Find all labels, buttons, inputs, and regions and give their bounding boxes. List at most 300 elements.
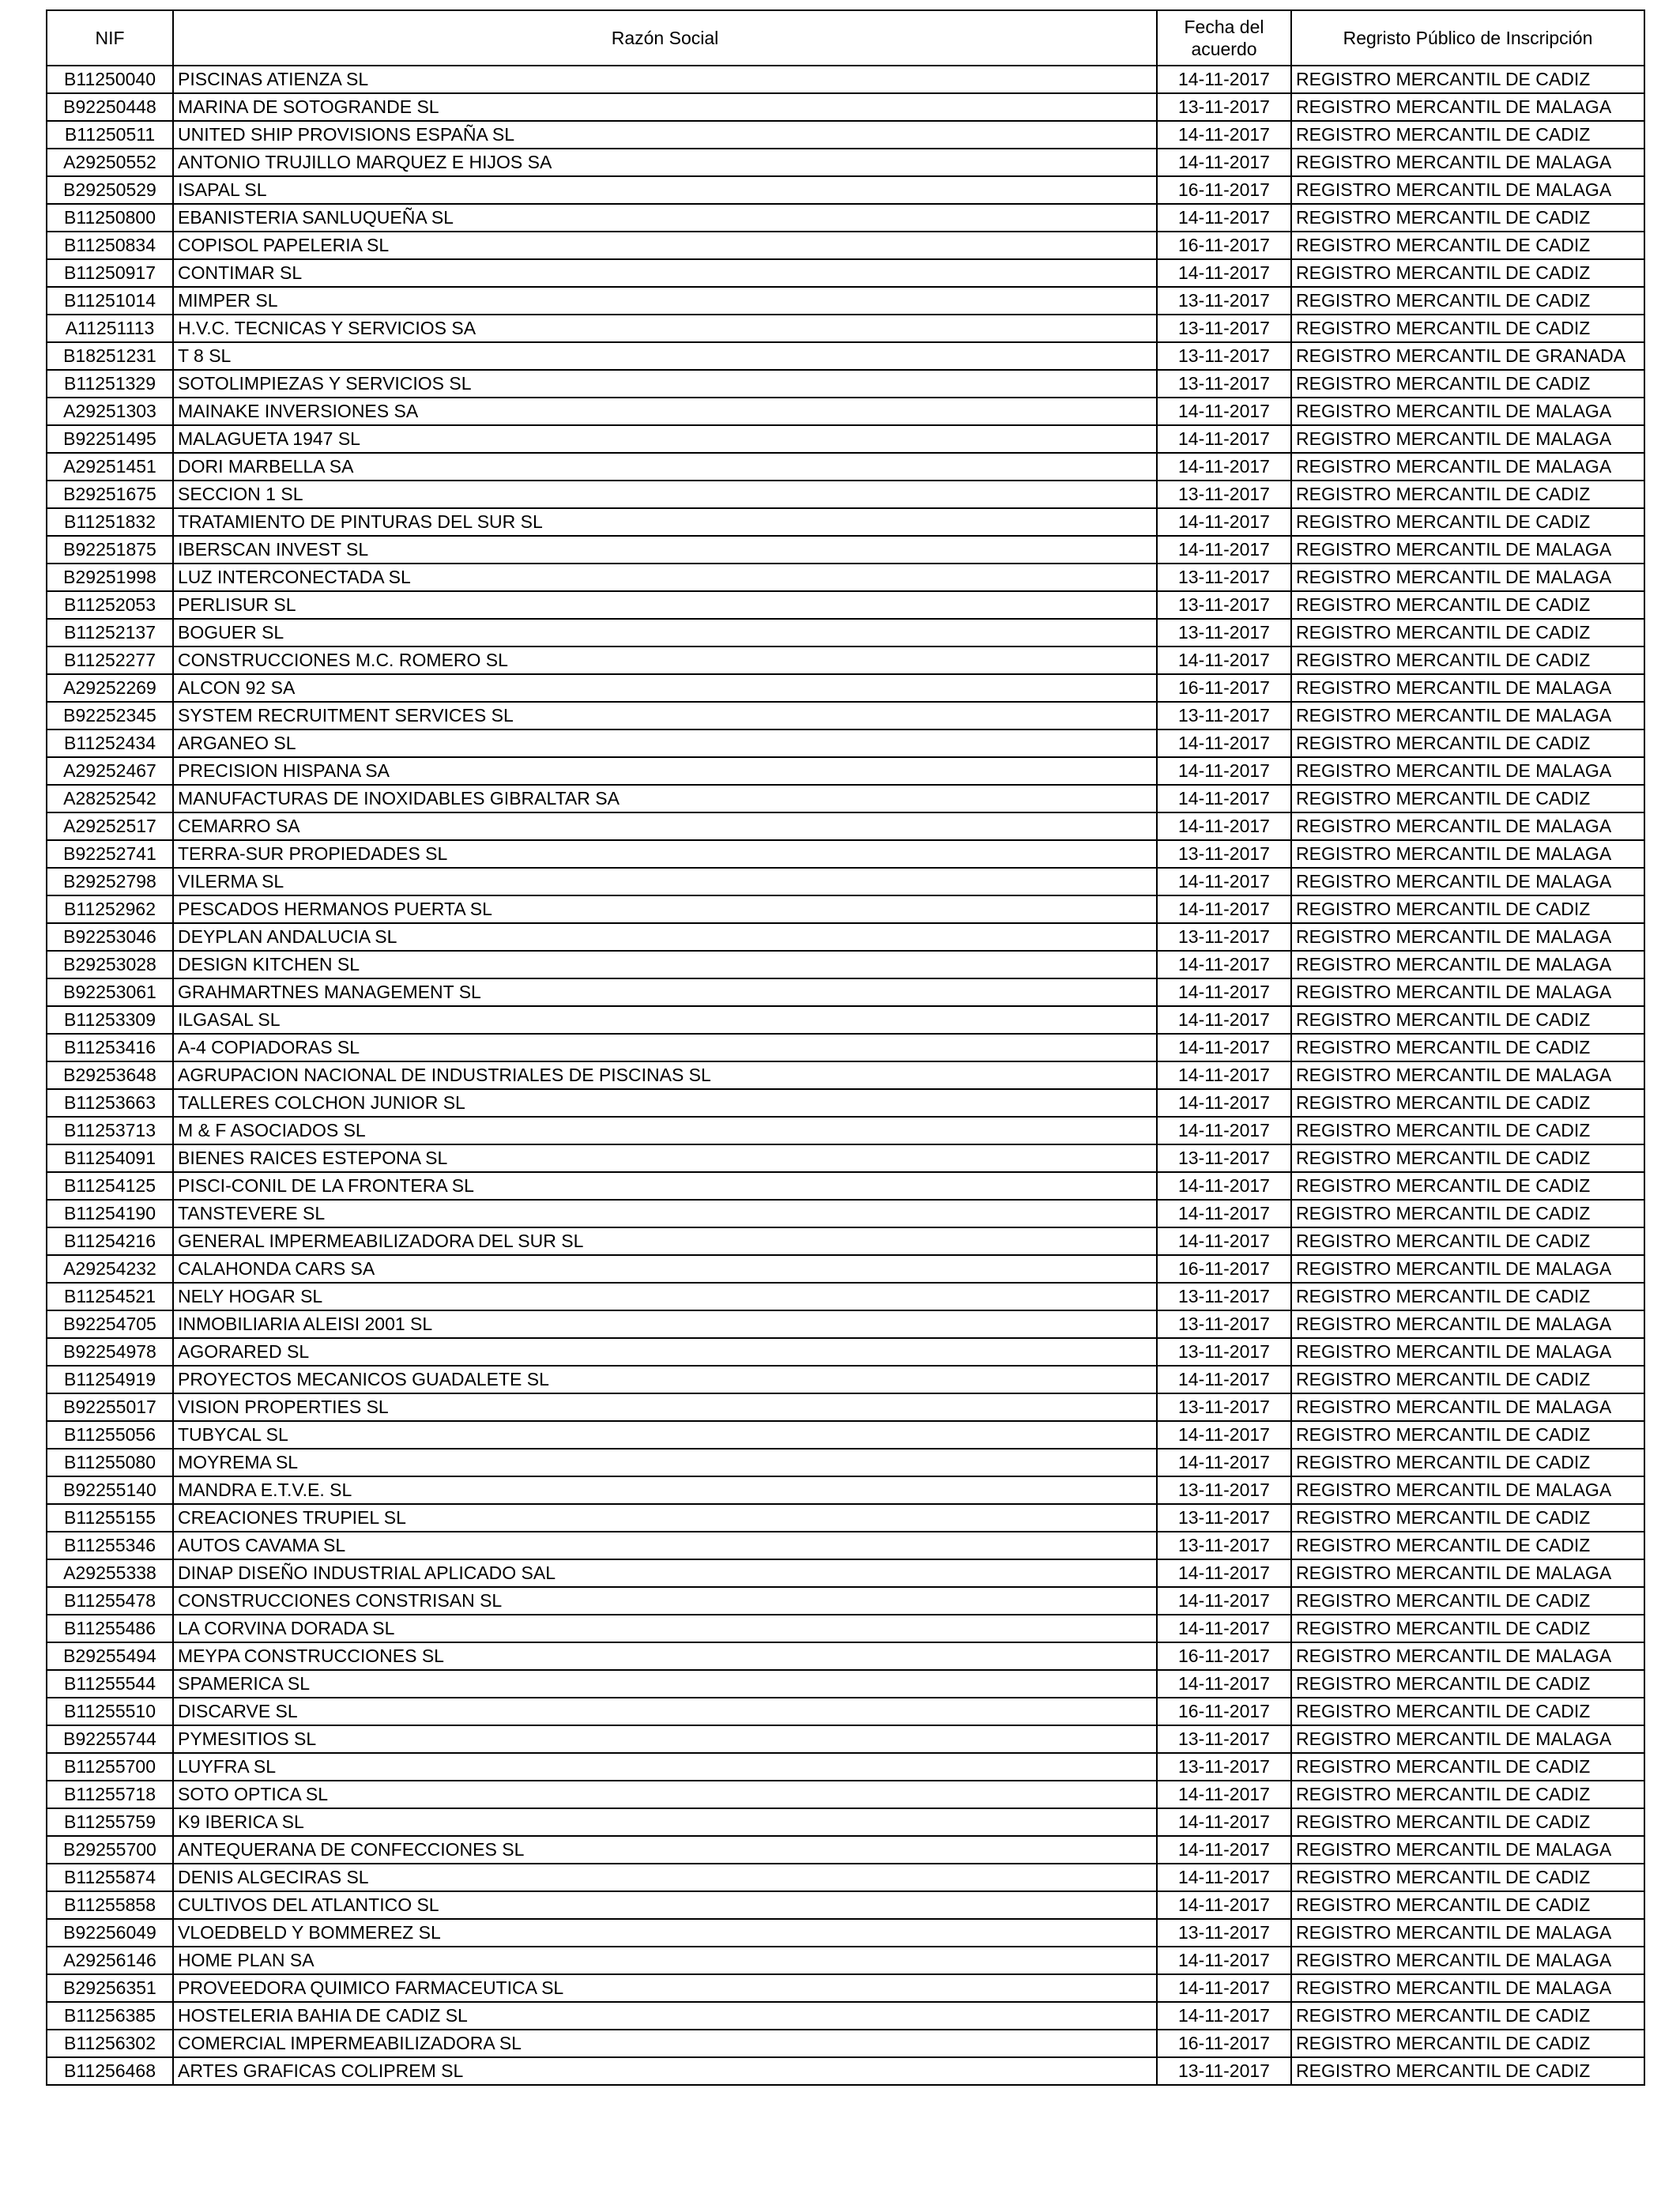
cell-nif: B92256049 xyxy=(47,1919,173,1947)
cell-razon-social: SYSTEM RECRUITMENT SERVICES SL xyxy=(173,702,1157,729)
cell-razon-social: SOTO OPTICA SL xyxy=(173,1781,1157,1808)
company-registry-table xyxy=(46,9,1645,2086)
cell-razon-social: BOGUER SL xyxy=(173,619,1157,647)
cell-razon-social: AGRUPACION NACIONAL DE INDUSTRIALES DE PISCINAS SL xyxy=(173,1061,1157,1089)
cell-registro: REGISTRO MERCANTIL DE CADIZ xyxy=(1291,2002,1644,2030)
cell-registro: REGISTRO MERCANTIL DE CADIZ xyxy=(1291,1227,1644,1255)
cell-nif: A29255338 xyxy=(47,1559,173,1587)
cell-nif: B92253061 xyxy=(47,978,173,1006)
cell-registro: REGISTRO MERCANTIL DE CADIZ xyxy=(1291,1006,1644,1034)
table-row xyxy=(47,2002,1644,2030)
cell-registro: REGISTRO MERCANTIL DE MALAGA xyxy=(1291,1476,1644,1504)
cell-nif: B11252137 xyxy=(47,619,173,647)
cell-nif: B29251675 xyxy=(47,481,173,508)
cell-registro: REGISTRO MERCANTIL DE CADIZ xyxy=(1291,1117,1644,1144)
table-body xyxy=(47,66,1644,2085)
cell-razon-social: LUZ INTERCONECTADA SL xyxy=(173,564,1157,591)
cell-fecha: 13-11-2017 xyxy=(1157,619,1291,647)
cell-fecha: 13-11-2017 xyxy=(1157,287,1291,315)
cell-razon-social: PRECISION HISPANA SA xyxy=(173,757,1157,785)
table-row xyxy=(47,508,1644,536)
table-row xyxy=(47,1698,1644,1725)
cell-fecha: 14-11-2017 xyxy=(1157,204,1291,232)
cell-razon-social: VISION PROPERTIES SL xyxy=(173,1393,1157,1421)
cell-fecha: 14-11-2017 xyxy=(1157,895,1291,923)
cell-fecha: 14-11-2017 xyxy=(1157,978,1291,1006)
cell-fecha: 16-11-2017 xyxy=(1157,176,1291,204)
cell-nif: A29251303 xyxy=(47,398,173,425)
table-row xyxy=(47,1670,1644,1698)
cell-nif: B11253416 xyxy=(47,1034,173,1061)
cell-fecha: 13-11-2017 xyxy=(1157,1504,1291,1532)
cell-razon-social: SECCION 1 SL xyxy=(173,481,1157,508)
cell-registro: REGISTRO MERCANTIL DE CADIZ xyxy=(1291,1421,1644,1449)
cell-fecha: 16-11-2017 xyxy=(1157,2030,1291,2057)
cell-registro: REGISTRO MERCANTIL DE CADIZ xyxy=(1291,1366,1644,1393)
cell-nif: B92254978 xyxy=(47,1338,173,1366)
cell-nif: B11250800 xyxy=(47,204,173,232)
cell-fecha: 14-11-2017 xyxy=(1157,1670,1291,1698)
cell-nif: B11250834 xyxy=(47,232,173,259)
table-row xyxy=(47,1836,1644,1864)
table-header xyxy=(47,10,1644,66)
cell-fecha: 14-11-2017 xyxy=(1157,1421,1291,1449)
cell-nif: B11255858 xyxy=(47,1891,173,1919)
cell-nif: B11256385 xyxy=(47,2002,173,2030)
table-row xyxy=(47,785,1644,812)
cell-nif: B11255080 xyxy=(47,1449,173,1476)
cell-razon-social: MAINAKE INVERSIONES SA xyxy=(173,398,1157,425)
cell-nif: B92250448 xyxy=(47,93,173,121)
table-row xyxy=(47,93,1644,121)
cell-registro: REGISTRO MERCANTIL DE MALAGA xyxy=(1291,1338,1644,1366)
table-row xyxy=(47,232,1644,259)
cell-registro: REGISTRO MERCANTIL DE CADIZ xyxy=(1291,2057,1644,2085)
cell-fecha: 13-11-2017 xyxy=(1157,840,1291,868)
cell-fecha: 13-11-2017 xyxy=(1157,564,1291,591)
table-row xyxy=(47,729,1644,757)
cell-nif: A29251451 xyxy=(47,453,173,481)
cell-registro: REGISTRO MERCANTIL DE CADIZ xyxy=(1291,895,1644,923)
cell-registro: REGISTRO MERCANTIL DE CADIZ xyxy=(1291,1283,1644,1310)
cell-registro: REGISTRO MERCANTIL DE CADIZ xyxy=(1291,1172,1644,1200)
cell-registro: REGISTRO MERCANTIL DE MALAGA xyxy=(1291,951,1644,978)
cell-razon-social: ALCON 92 SA xyxy=(173,674,1157,702)
cell-nif: B11255874 xyxy=(47,1864,173,1891)
table-row xyxy=(47,121,1644,149)
cell-nif: B11250917 xyxy=(47,259,173,287)
cell-registro: REGISTRO MERCANTIL DE MALAGA xyxy=(1291,868,1644,895)
cell-nif: B92255140 xyxy=(47,1476,173,1504)
cell-nif: B11255155 xyxy=(47,1504,173,1532)
header-fecha-line2: acuerdo xyxy=(1191,39,1257,59)
cell-nif: B11254125 xyxy=(47,1172,173,1200)
table-row xyxy=(47,757,1644,785)
cell-fecha: 14-11-2017 xyxy=(1157,1974,1291,2002)
table-row xyxy=(47,1725,1644,1753)
cell-nif: B11253713 xyxy=(47,1117,173,1144)
cell-fecha: 14-11-2017 xyxy=(1157,508,1291,536)
table-row xyxy=(47,370,1644,398)
table-row xyxy=(47,1891,1644,1919)
cell-registro: REGISTRO MERCANTIL DE MALAGA xyxy=(1291,978,1644,1006)
table-row xyxy=(47,1227,1644,1255)
cell-registro: REGISTRO MERCANTIL DE CADIZ xyxy=(1291,619,1644,647)
table-row xyxy=(47,481,1644,508)
cell-registro: REGISTRO MERCANTIL DE CADIZ xyxy=(1291,121,1644,149)
cell-registro: REGISTRO MERCANTIL DE MALAGA xyxy=(1291,176,1644,204)
table-row xyxy=(47,204,1644,232)
cell-fecha: 13-11-2017 xyxy=(1157,93,1291,121)
table-row xyxy=(47,923,1644,951)
table-row xyxy=(47,1449,1644,1476)
cell-registro: REGISTRO MERCANTIL DE CADIZ xyxy=(1291,1698,1644,1725)
table-row xyxy=(47,1061,1644,1089)
cell-nif: B29255700 xyxy=(47,1836,173,1864)
cell-registro: REGISTRO MERCANTIL DE MALAGA xyxy=(1291,923,1644,951)
cell-registro: REGISTRO MERCANTIL DE MALAGA xyxy=(1291,702,1644,729)
cell-registro: REGISTRO MERCANTIL DE MALAGA xyxy=(1291,1310,1644,1338)
table-row xyxy=(47,453,1644,481)
header-fecha-line1: Fecha del xyxy=(1184,17,1264,37)
cell-registro: REGISTRO MERCANTIL DE MALAGA xyxy=(1291,1061,1644,1089)
table-row xyxy=(47,2030,1644,2057)
cell-razon-social: SPAMERICA SL xyxy=(173,1670,1157,1698)
cell-registro: REGISTRO MERCANTIL DE MALAGA xyxy=(1291,1559,1644,1587)
cell-registro: REGISTRO MERCANTIL DE MALAGA xyxy=(1291,812,1644,840)
cell-nif: B11252962 xyxy=(47,895,173,923)
cell-registro: REGISTRO MERCANTIL DE CADIZ xyxy=(1291,204,1644,232)
header-razon-social: Razón Social xyxy=(173,10,1157,66)
cell-fecha: 13-11-2017 xyxy=(1157,481,1291,508)
cell-razon-social: T 8 SL xyxy=(173,342,1157,370)
cell-razon-social: BIENES RAICES ESTEPONA SL xyxy=(173,1144,1157,1172)
cell-nif: B92255017 xyxy=(47,1393,173,1421)
cell-razon-social: HOSTELERIA BAHIA DE CADIZ SL xyxy=(173,2002,1157,2030)
cell-nif: B11250040 xyxy=(47,66,173,93)
cell-nif: B11255486 xyxy=(47,1615,173,1642)
table-row xyxy=(47,176,1644,204)
cell-razon-social: CULTIVOS DEL ATLANTICO SL xyxy=(173,1891,1157,1919)
cell-nif: B11254190 xyxy=(47,1200,173,1227)
cell-fecha: 14-11-2017 xyxy=(1157,1615,1291,1642)
cell-registro: REGISTRO MERCANTIL DE CADIZ xyxy=(1291,1670,1644,1698)
cell-fecha: 13-11-2017 xyxy=(1157,342,1291,370)
cell-fecha: 14-11-2017 xyxy=(1157,1366,1291,1393)
cell-nif: B11256468 xyxy=(47,2057,173,2085)
cell-razon-social: COMERCIAL IMPERMEABILIZADORA SL xyxy=(173,2030,1157,2057)
cell-fecha: 14-11-2017 xyxy=(1157,1587,1291,1615)
cell-fecha: 16-11-2017 xyxy=(1157,674,1291,702)
cell-razon-social: ISAPAL SL xyxy=(173,176,1157,204)
table-row xyxy=(47,1089,1644,1117)
cell-fecha: 14-11-2017 xyxy=(1157,425,1291,453)
cell-fecha: 14-11-2017 xyxy=(1157,453,1291,481)
cell-razon-social: CONSTRUCCIONES CONSTRISAN SL xyxy=(173,1587,1157,1615)
cell-nif: B11253309 xyxy=(47,1006,173,1034)
table-row xyxy=(47,812,1644,840)
cell-fecha: 14-11-2017 xyxy=(1157,1061,1291,1089)
cell-fecha: 13-11-2017 xyxy=(1157,2057,1291,2085)
cell-registro: REGISTRO MERCANTIL DE CADIZ xyxy=(1291,1449,1644,1476)
cell-razon-social: DISCARVE SL xyxy=(173,1698,1157,1725)
table-row xyxy=(47,868,1644,895)
table-row xyxy=(47,1615,1644,1642)
cell-razon-social: PISCINAS ATIENZA SL xyxy=(173,66,1157,93)
cell-razon-social: PROVEEDORA QUIMICO FARMACEUTICA SL xyxy=(173,1974,1157,2002)
cell-fecha: 16-11-2017 xyxy=(1157,1642,1291,1670)
cell-registro: REGISTRO MERCANTIL DE CADIZ xyxy=(1291,1089,1644,1117)
cell-razon-social: PROYECTOS MECANICOS GUADALETE SL xyxy=(173,1366,1157,1393)
cell-razon-social: INMOBILIARIA ALEISI 2001 SL xyxy=(173,1310,1157,1338)
cell-registro: REGISTRO MERCANTIL DE CADIZ xyxy=(1291,2030,1644,2057)
cell-registro: REGISTRO MERCANTIL DE MALAGA xyxy=(1291,1725,1644,1753)
cell-fecha: 16-11-2017 xyxy=(1157,1698,1291,1725)
cell-fecha: 14-11-2017 xyxy=(1157,536,1291,564)
table-row xyxy=(47,1393,1644,1421)
cell-razon-social: ILGASAL SL xyxy=(173,1006,1157,1034)
cell-nif: B29255494 xyxy=(47,1642,173,1670)
cell-nif: A29252517 xyxy=(47,812,173,840)
cell-razon-social: COPISOL PAPELERIA SL xyxy=(173,232,1157,259)
cell-registro: REGISTRO MERCANTIL DE CADIZ xyxy=(1291,785,1644,812)
cell-fecha: 14-11-2017 xyxy=(1157,149,1291,176)
cell-fecha: 13-11-2017 xyxy=(1157,923,1291,951)
cell-nif: B11254091 xyxy=(47,1144,173,1172)
cell-registro: REGISTRO MERCANTIL DE CADIZ xyxy=(1291,1587,1644,1615)
header-registro: Regristo Público de Inscripción xyxy=(1291,10,1644,66)
table-row xyxy=(47,978,1644,1006)
table-row xyxy=(47,1283,1644,1310)
table-row xyxy=(47,1753,1644,1781)
cell-registro: REGISTRO MERCANTIL DE CADIZ xyxy=(1291,1781,1644,1808)
cell-fecha: 14-11-2017 xyxy=(1157,1172,1291,1200)
cell-razon-social: TRATAMIENTO DE PINTURAS DEL SUR SL xyxy=(173,508,1157,536)
cell-nif: B11254521 xyxy=(47,1283,173,1310)
cell-razon-social: EBANISTERIA SANLUQUEÑA SL xyxy=(173,204,1157,232)
table-row xyxy=(47,1587,1644,1615)
table-row xyxy=(47,536,1644,564)
table-row xyxy=(47,1200,1644,1227)
table-row xyxy=(47,1864,1644,1891)
cell-razon-social: A-4 COPIADORAS SL xyxy=(173,1034,1157,1061)
cell-fecha: 14-11-2017 xyxy=(1157,1781,1291,1808)
cell-nif: B11251329 xyxy=(47,370,173,398)
cell-fecha: 14-11-2017 xyxy=(1157,1559,1291,1587)
cell-registro: REGISTRO MERCANTIL DE CADIZ xyxy=(1291,287,1644,315)
cell-razon-social: AUTOS CAVAMA SL xyxy=(173,1532,1157,1559)
cell-fecha: 13-11-2017 xyxy=(1157,1532,1291,1559)
cell-registro: REGISTRO MERCANTIL DE CADIZ xyxy=(1291,508,1644,536)
cell-registro: REGISTRO MERCANTIL DE CADIZ xyxy=(1291,729,1644,757)
cell-registro: REGISTRO MERCANTIL DE CADIZ xyxy=(1291,1200,1644,1227)
table-row xyxy=(47,1006,1644,1034)
cell-registro: REGISTRO MERCANTIL DE CADIZ xyxy=(1291,259,1644,287)
table-row xyxy=(47,425,1644,453)
cell-nif: B11250511 xyxy=(47,121,173,149)
cell-nif: B29256351 xyxy=(47,1974,173,2002)
header-fecha-acuerdo xyxy=(1157,10,1291,66)
cell-fecha: 14-11-2017 xyxy=(1157,1200,1291,1227)
cell-razon-social: MANUFACTURAS DE INOXIDABLES GIBRALTAR SA xyxy=(173,785,1157,812)
cell-registro: REGISTRO MERCANTIL DE CADIZ xyxy=(1291,1532,1644,1559)
cell-razon-social: M & F ASOCIADOS SL xyxy=(173,1117,1157,1144)
cell-fecha: 14-11-2017 xyxy=(1157,1034,1291,1061)
table-row xyxy=(47,951,1644,978)
table-row xyxy=(47,1144,1644,1172)
cell-registro: REGISTRO MERCANTIL DE MALAGA xyxy=(1291,674,1644,702)
table-row xyxy=(47,647,1644,674)
cell-registro: REGISTRO MERCANTIL DE MALAGA xyxy=(1291,1393,1644,1421)
cell-razon-social: MARINA DE SOTOGRANDE SL xyxy=(173,93,1157,121)
cell-razon-social: DINAP DISEÑO INDUSTRIAL APLICADO SAL xyxy=(173,1559,1157,1587)
cell-razon-social: MIMPER SL xyxy=(173,287,1157,315)
cell-fecha: 14-11-2017 xyxy=(1157,2002,1291,2030)
table-row xyxy=(47,1338,1644,1366)
cell-razon-social: PISCI-CONIL DE LA FRONTERA SL xyxy=(173,1172,1157,1200)
cell-fecha: 13-11-2017 xyxy=(1157,702,1291,729)
cell-fecha: 14-11-2017 xyxy=(1157,729,1291,757)
cell-nif: B11252053 xyxy=(47,591,173,619)
table-row xyxy=(47,1504,1644,1532)
cell-nif: B11253663 xyxy=(47,1089,173,1117)
cell-registro: REGISTRO MERCANTIL DE CADIZ xyxy=(1291,1891,1644,1919)
cell-fecha: 14-11-2017 xyxy=(1157,1836,1291,1864)
cell-fecha: 14-11-2017 xyxy=(1157,1089,1291,1117)
table-row xyxy=(47,287,1644,315)
header-nif: NIF xyxy=(47,10,173,66)
table-row xyxy=(47,1034,1644,1061)
cell-registro: REGISTRO MERCANTIL DE CADIZ xyxy=(1291,1504,1644,1532)
cell-fecha: 14-11-2017 xyxy=(1157,1947,1291,1974)
cell-fecha: 13-11-2017 xyxy=(1157,1310,1291,1338)
cell-razon-social: VILERMA SL xyxy=(173,868,1157,895)
cell-fecha: 13-11-2017 xyxy=(1157,1283,1291,1310)
cell-razon-social: IBERSCAN INVEST SL xyxy=(173,536,1157,564)
cell-registro: REGISTRO MERCANTIL DE MALAGA xyxy=(1291,1974,1644,2002)
cell-razon-social: DESIGN KITCHEN SL xyxy=(173,951,1157,978)
cell-razon-social: CALAHONDA CARS SA xyxy=(173,1255,1157,1283)
table-row xyxy=(47,66,1644,93)
cell-registro: REGISTRO MERCANTIL DE MALAGA xyxy=(1291,425,1644,453)
cell-razon-social: DENIS ALGECIRAS SL xyxy=(173,1864,1157,1891)
cell-nif: B18251231 xyxy=(47,342,173,370)
cell-fecha: 13-11-2017 xyxy=(1157,1338,1291,1366)
cell-nif: B92252741 xyxy=(47,840,173,868)
table-row xyxy=(47,1255,1644,1283)
cell-registro: REGISTRO MERCANTIL DE MALAGA xyxy=(1291,93,1644,121)
cell-registro: REGISTRO MERCANTIL DE MALAGA xyxy=(1291,1836,1644,1864)
cell-registro: REGISTRO MERCANTIL DE CADIZ xyxy=(1291,66,1644,93)
cell-fecha: 14-11-2017 xyxy=(1157,812,1291,840)
cell-fecha: 14-11-2017 xyxy=(1157,868,1291,895)
table-row xyxy=(47,1559,1644,1587)
cell-fecha: 14-11-2017 xyxy=(1157,757,1291,785)
table-row xyxy=(47,342,1644,370)
cell-nif: A29252269 xyxy=(47,674,173,702)
cell-razon-social: TALLERES COLCHON JUNIOR SL xyxy=(173,1089,1157,1117)
cell-nif: B11252434 xyxy=(47,729,173,757)
cell-nif: A29250552 xyxy=(47,149,173,176)
cell-razon-social: AGORARED SL xyxy=(173,1338,1157,1366)
table-row xyxy=(47,1476,1644,1504)
cell-nif: B92254705 xyxy=(47,1310,173,1338)
cell-registro: REGISTRO MERCANTIL DE MALAGA xyxy=(1291,398,1644,425)
cell-registro: REGISTRO MERCANTIL DE MALAGA xyxy=(1291,564,1644,591)
table-row xyxy=(47,1947,1644,1974)
cell-fecha: 14-11-2017 xyxy=(1157,785,1291,812)
table-row xyxy=(47,1808,1644,1836)
cell-nif: B11255544 xyxy=(47,1670,173,1698)
cell-registro: REGISTRO MERCANTIL DE MALAGA xyxy=(1291,1642,1644,1670)
cell-razon-social: ARGANEO SL xyxy=(173,729,1157,757)
cell-fecha: 13-11-2017 xyxy=(1157,1919,1291,1947)
cell-registro: REGISTRO MERCANTIL DE CADIZ xyxy=(1291,1753,1644,1781)
cell-nif: B92255744 xyxy=(47,1725,173,1753)
cell-registro: REGISTRO MERCANTIL DE MALAGA xyxy=(1291,453,1644,481)
cell-nif: B11251832 xyxy=(47,508,173,536)
cell-razon-social: LUYFRA SL xyxy=(173,1753,1157,1781)
cell-razon-social: HOME PLAN SA xyxy=(173,1947,1157,1974)
cell-registro: REGISTRO MERCANTIL DE CADIZ xyxy=(1291,370,1644,398)
cell-fecha: 13-11-2017 xyxy=(1157,1725,1291,1753)
table-row xyxy=(47,1366,1644,1393)
cell-nif: B11255346 xyxy=(47,1532,173,1559)
cell-registro: REGISTRO MERCANTIL DE CADIZ xyxy=(1291,1808,1644,1836)
cell-razon-social: PESCADOS HERMANOS PUERTA SL xyxy=(173,895,1157,923)
cell-nif: B11254919 xyxy=(47,1366,173,1393)
table-row xyxy=(47,1310,1644,1338)
cell-razon-social: TUBYCAL SL xyxy=(173,1421,1157,1449)
cell-nif: B92253046 xyxy=(47,923,173,951)
cell-fecha: 13-11-2017 xyxy=(1157,1393,1291,1421)
cell-razon-social: VLOEDBELD Y BOMMEREZ SL xyxy=(173,1919,1157,1947)
cell-razon-social: GRAHMARTNES MANAGEMENT SL xyxy=(173,978,1157,1006)
cell-fecha: 14-11-2017 xyxy=(1157,1227,1291,1255)
cell-razon-social: DEYPLAN ANDALUCIA SL xyxy=(173,923,1157,951)
cell-registro: REGISTRO MERCANTIL DE CADIZ xyxy=(1291,591,1644,619)
cell-nif: B92252345 xyxy=(47,702,173,729)
cell-fecha: 13-11-2017 xyxy=(1157,1476,1291,1504)
cell-registro: REGISTRO MERCANTIL DE MALAGA xyxy=(1291,536,1644,564)
cell-registro: REGISTRO MERCANTIL DE MALAGA xyxy=(1291,1919,1644,1947)
table-row xyxy=(47,1532,1644,1559)
cell-nif: B29251998 xyxy=(47,564,173,591)
cell-registro: REGISTRO MERCANTIL DE CADIZ xyxy=(1291,232,1644,259)
cell-fecha: 13-11-2017 xyxy=(1157,1753,1291,1781)
cell-registro: REGISTRO MERCANTIL DE MALAGA xyxy=(1291,1947,1644,1974)
table-row xyxy=(47,1421,1644,1449)
cell-fecha: 14-11-2017 xyxy=(1157,121,1291,149)
cell-nif: B92251495 xyxy=(47,425,173,453)
table-row xyxy=(47,840,1644,868)
table-row xyxy=(47,2057,1644,2085)
cell-razon-social: TERRA-SUR PROPIEDADES SL xyxy=(173,840,1157,868)
cell-razon-social: CREACIONES TRUPIEL SL xyxy=(173,1504,1157,1532)
cell-nif: B29253028 xyxy=(47,951,173,978)
cell-nif: B29250529 xyxy=(47,176,173,204)
cell-nif: B11255056 xyxy=(47,1421,173,1449)
cell-nif: B11255510 xyxy=(47,1698,173,1725)
table-row xyxy=(47,398,1644,425)
cell-nif: B11256302 xyxy=(47,2030,173,2057)
cell-razon-social: MOYREMA SL xyxy=(173,1449,1157,1476)
cell-nif: A29252467 xyxy=(47,757,173,785)
cell-nif: B11254216 xyxy=(47,1227,173,1255)
cell-fecha: 13-11-2017 xyxy=(1157,370,1291,398)
cell-registro: REGISTRO MERCANTIL DE MALAGA xyxy=(1291,1255,1644,1283)
cell-nif: B11255718 xyxy=(47,1781,173,1808)
